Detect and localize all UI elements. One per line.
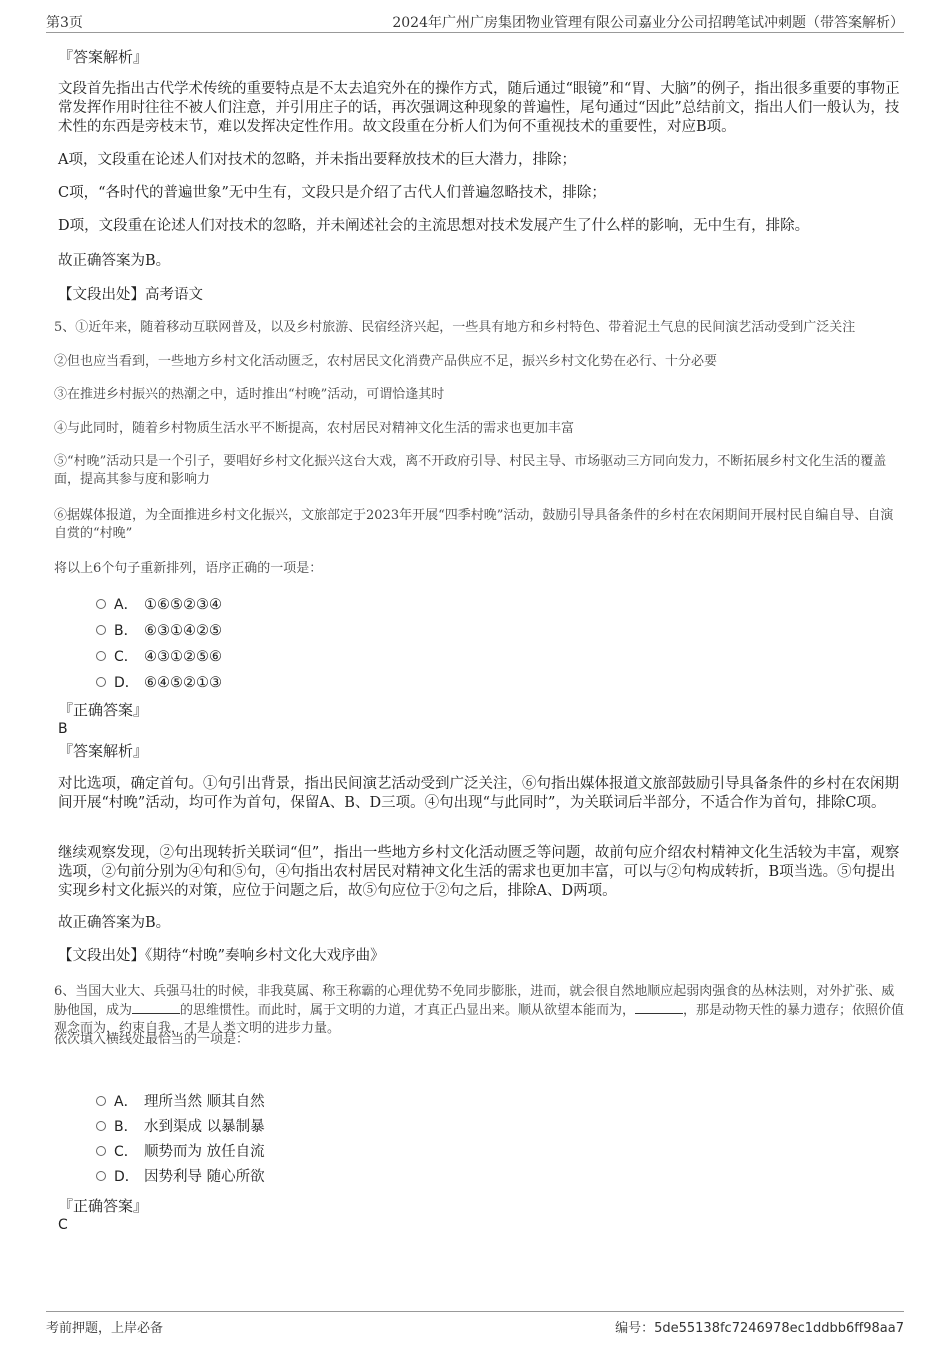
analysis-option-a: A项，文段重在论述人们对技术的忽略，并未指出要释放技术的巨大潜力，排除；: [58, 152, 576, 168]
radio-icon[interactable]: [96, 599, 106, 609]
page-header: [46, 10, 904, 33]
document-title: 2024年广州广房集团物业管理有限公司嘉业分公司招聘笔试冲刺题（带答案解析）: [392, 15, 904, 31]
footer-slogan: 考前押题，上岸必备: [46, 1321, 164, 1336]
question-5-sentence-3: ③在推进乡村振兴的热潮之中，适时推出“村晚”活动，可谓恰逢其时: [54, 387, 445, 402]
analysis-paragraph: 文段首先指出古代学术传统的重要特点是不太去追究外在的操作方式，随后通过“眼镜”和“胃、大脑”的例子，指出很多重要的事物正常发挥作用时往往不被人们注意，并引用庄子的话，再次强调这种现象的普遍性，尾句通过“因此”总结前文，指出人们一般认为，技术性的东西是旁枝末节，难以发挥决定性作用。故文段重在分析人们为何不重视技术的重要性，对应B项。: [58, 81, 900, 135]
correct-answer: C: [58, 1217, 68, 1233]
question-5-sentence-6: ⑥据媒体报道，为全面推进乡村文化振兴，文旅部定于2023年开展“四季村晚”活动，鼓励引导具备条件的乡村在农闲期间开展村民自编自导、自演自赏的“村晚”: [54, 508, 894, 541]
radio-icon[interactable]: [96, 1146, 106, 1156]
analysis-option-c: C项，“各时代的普遍世象”无中生有，文段只是介绍了古代人们普遍忽略技术，排除；: [58, 185, 606, 201]
analysis-paragraph-1: 对比选项，确定首句。①句引出背景，指出民间演艺活动受到广泛关注，⑥句指出媒体报道文旅部鼓励引导具备条件的乡村在农闲期间开展“村晚”活动，均可作为首句，保留A、B、D三项。④句出现“与此同时”，为关联词后半部分，不适合作为首句，排除C项。: [58, 776, 899, 811]
analysis-label: 『答案解析』: [58, 48, 149, 66]
option-d[interactable]: D． ⑥④⑤②①③: [96, 673, 222, 693]
radio-icon[interactable]: [96, 651, 106, 661]
question-5-sentence-5: ⑤“村晚”活动只是一个引子，要唱好乡村文化振兴这台大戏，离不开政府引导、村民主导、市场驱动三方同向发力，不断拓展乡村文化生活的覆盖面，提高其参与度和影响力: [54, 454, 887, 487]
blank-2: [635, 1001, 683, 1014]
question-5-sentence-1: 5、①近年来，随着移动互联网普及，以及乡村旅游、民宿经济兴起，一些具有地方和乡村特色、带着泥土气息的民间演艺活动受到广泛关注: [54, 320, 856, 335]
correct-answer: B: [58, 721, 68, 737]
question-6-stem: 6、当国大业大、兵强马壮的时候，非我莫属、称王称霸的心理优势不免同步膨胀，进而，就会很自然地顺应起弱肉强食的丛林法则，对外扩张、威胁他国，成为 的思维惯性。而此时，属于文明的力道，才真正凸显出来。顺从欲望本能而为， ，那是动物天性的暴力遗存；依照价值观念而为，约束自我，才是人类文明的进步力量。: [54, 984, 905, 1036]
radio-icon[interactable]: [96, 1096, 106, 1106]
option-c[interactable]: C． 顺势而为 放任自流: [96, 1142, 265, 1162]
question-5-prompt: 将以上6个句子重新排列，语序正确的一项是：: [54, 561, 323, 576]
correct-answer-label: 『正确答案』: [58, 1197, 149, 1215]
analysis-option-d: D项，文段重在论述人们对技术的忽略，并未阐述社会的主流思想对技术发展产生了什么样的影响，无中生有，排除。: [58, 218, 810, 234]
option-a[interactable]: A． 理所当然 顺其自然: [96, 1092, 265, 1112]
conclusion: 故正确答案为B。: [58, 253, 171, 269]
option-c[interactable]: C． ④③①②⑤⑥: [96, 647, 222, 667]
option-d[interactable]: D． 因势利导 随心所欲: [96, 1167, 265, 1187]
radio-icon[interactable]: [96, 677, 106, 687]
option-a[interactable]: A． ①⑥⑤②③④: [96, 595, 222, 615]
question-5-sentence-4: ④与此同时，随着乡村物质生活水平不断提高，农村居民对精神文化生活的需求也更加丰富: [54, 421, 575, 436]
question-5-sentence-2: ②但也应当看到，一些地方乡村文化活动匮乏，农村居民文化消费产品供应不足，振兴乡村文化势在必行、十分必要: [54, 354, 718, 369]
blank-1: [132, 1001, 180, 1014]
option-b[interactable]: B． 水到渠成 以暴制暴: [96, 1117, 265, 1137]
passage-source: 【文段出处】《期待“村晚”奏响乡村文化大戏序曲》: [58, 948, 385, 964]
radio-icon[interactable]: [96, 1121, 106, 1131]
passage-source: 【文段出处】高考语文: [58, 287, 203, 303]
page-footer: [46, 1311, 904, 1338]
radio-icon[interactable]: [96, 625, 106, 635]
radio-icon[interactable]: [96, 1171, 106, 1181]
option-b[interactable]: B． ⑥③①④②⑤: [96, 621, 222, 641]
analysis-paragraph-2: 继续观察发现，②句出现转折关联词“但”，指出一些地方乡村文化活动匮乏等问题，故前句应介绍农村精神文化生活较为丰富，观察选项，②句前分别为④句和⑤句，④句指出农村居民对精神文化生活的需求也更加丰富，可以与②句构成转折，B项当选。⑤句提出实现乡村文化振兴的对策，应位于问题之后，故⑤句应位于②句之后，排除A、D两项。: [58, 845, 900, 899]
analysis-label: 『答案解析』: [58, 742, 149, 760]
page-number: 第3页: [46, 15, 83, 31]
conclusion: 故正确答案为B。: [58, 915, 171, 931]
document-id: 编号：5de55138fc7246978ec1ddbb6ff98aa7: [615, 1321, 904, 1336]
correct-answer-label: 『正确答案』: [58, 701, 149, 719]
question-6-prompt: 依次填入横线处最恰当的一项是：: [54, 1032, 250, 1047]
